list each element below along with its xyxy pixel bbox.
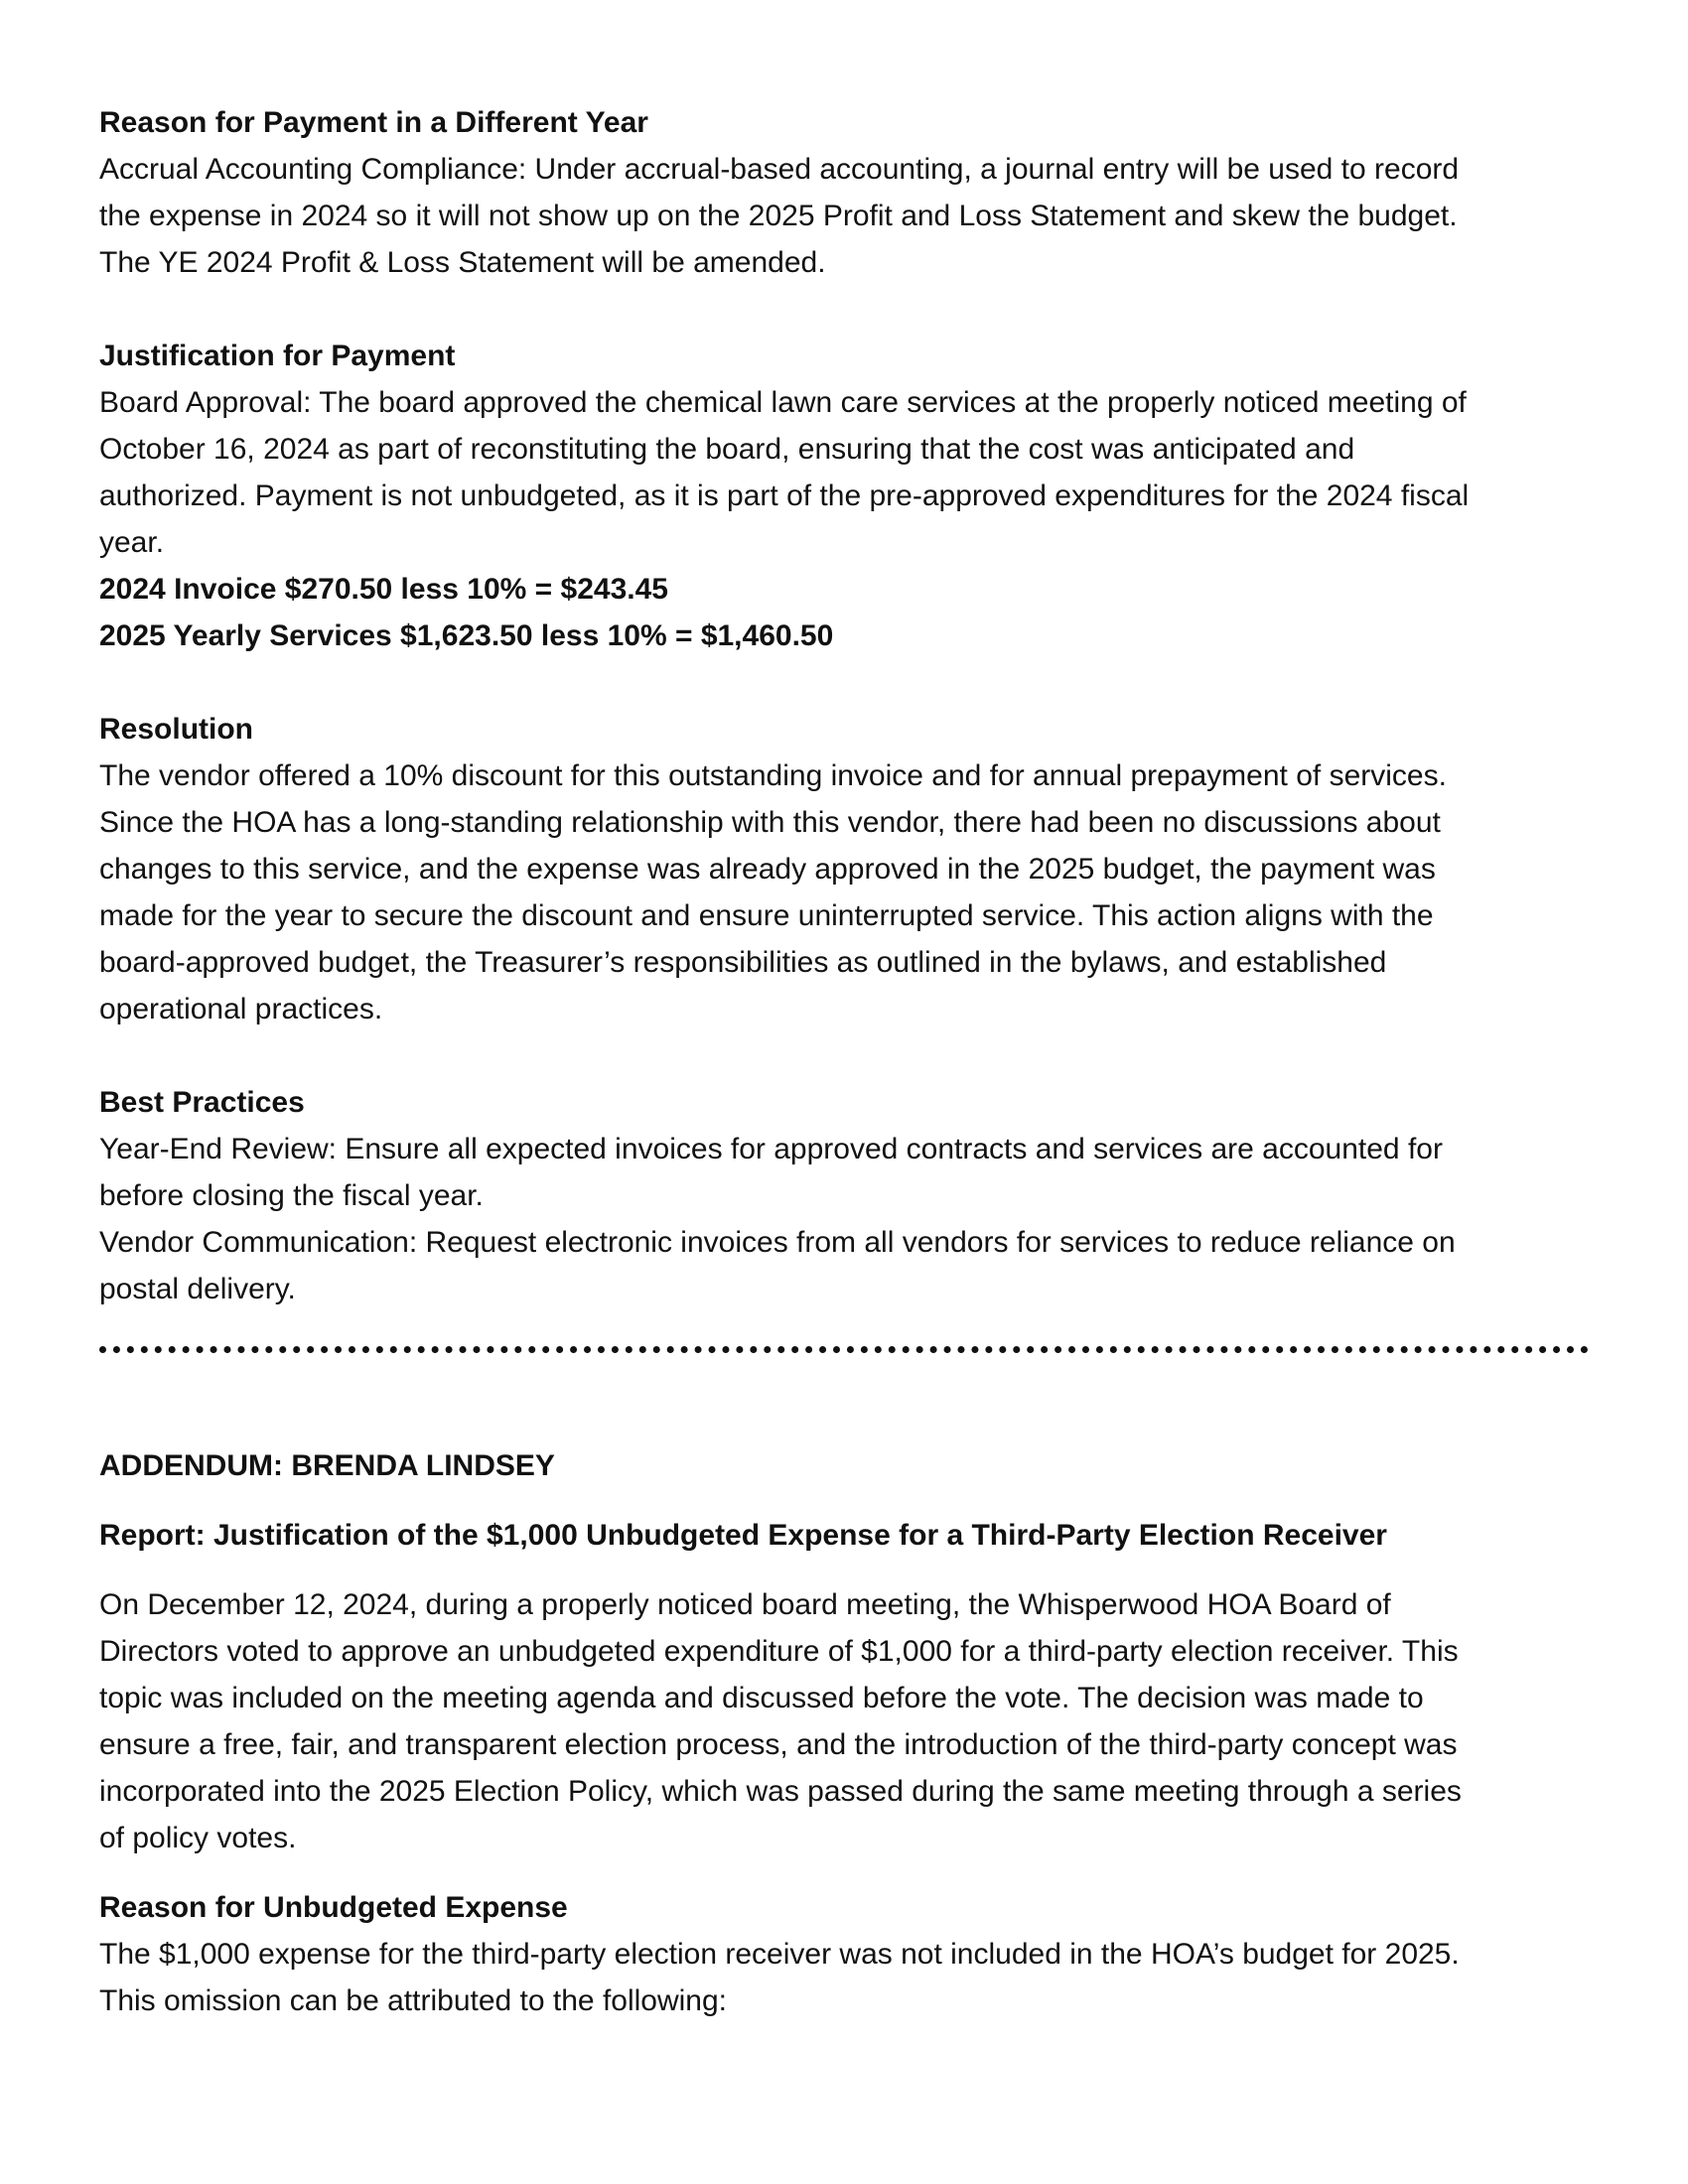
section-heading: Resolution bbox=[99, 713, 253, 746]
paragraph-line: topic was included on the meeting agenda and discussed before the vote. The decision was made to bbox=[99, 1682, 1424, 1714]
paragraph-line: On December 12, 2024, during a properly noticed board meeting, the Whisperwood HOA Board of bbox=[99, 1588, 1391, 1621]
section-heading: Best Practices bbox=[99, 1086, 305, 1119]
dotted-divider bbox=[99, 1346, 1589, 1353]
paragraph-line: The vendor offered a 10% discount for this outstanding invoice and for annual prepayment of services. bbox=[99, 759, 1447, 792]
section-justification-for-payment bbox=[99, 333, 1589, 659]
spacer bbox=[99, 1032, 1589, 1079]
section-heading: Reason for Unbudgeted Expense bbox=[99, 1891, 568, 1924]
paragraph-line: changes to this service, and the expense was already approved in the 2025 budget, the payment was bbox=[99, 853, 1436, 886]
addendum-reason-section bbox=[99, 1884, 1589, 2024]
paragraph-line: made for the year to secure the discount and ensure uninterrupted service. This action aligns with the bbox=[99, 899, 1434, 932]
report-title: Report: Justification of the $1,000 Unbudgeted Expense for a Third-Party Election Receiver bbox=[99, 1519, 1387, 1552]
paragraph-line: operational practices. bbox=[99, 993, 383, 1025]
section-resolution bbox=[99, 706, 1589, 1032]
invoice-2024-line: 2024 Invoice $270.50 less 10% = $243.45 bbox=[99, 573, 668, 606]
spacer bbox=[99, 286, 1589, 333]
paragraph-line: incorporated into the 2025 Election Policy, which was passed during the same meeting through a series bbox=[99, 1775, 1462, 1808]
paragraph-line: the expense in 2024 so it will not show up on the 2025 Profit and Loss Statement and skew the budget. bbox=[99, 200, 1458, 232]
paragraph-line: Accrual Accounting Compliance: Under accrual-based accounting, a journal entry will be used to record bbox=[99, 153, 1460, 186]
addendum-section bbox=[99, 1442, 1589, 2024]
paragraph-line: year. bbox=[99, 526, 165, 559]
section-heading: Justification for Payment bbox=[99, 340, 456, 372]
paragraph-line: The $1,000 expense for the third-party election receiver was not included in the HOA’s budget for 2025. bbox=[99, 1938, 1460, 1971]
paragraph-line: Vendor Communication: Request electronic invoices from all vendors for services to reduce reliance on bbox=[99, 1226, 1456, 1259]
addendum-intro-paragraph bbox=[99, 1581, 1589, 1861]
paragraph-line: Board Approval: The board approved the chemical lawn care services at the properly noticed meeting of bbox=[99, 386, 1467, 419]
paragraph-line: authorized. Payment is not unbudgeted, as it is part of the pre-approved expenditures for the 2024 fiscal bbox=[99, 479, 1470, 512]
section-heading: Reason for Payment in a Different Year bbox=[99, 106, 648, 139]
paragraph-line: Year-End Review: Ensure all expected invoices for approved contracts and services are accounted for bbox=[99, 1133, 1443, 1165]
paragraph-line: Directors voted to approve an unbudgeted expenditure of $1,000 for a third-party election receiver. This bbox=[99, 1635, 1459, 1668]
paragraph-line: of policy votes. bbox=[99, 1822, 297, 1854]
services-2025-line: 2025 Yearly Services $1,623.50 less 10% = $1,460.50 bbox=[99, 619, 834, 652]
document-page bbox=[99, 99, 1589, 2024]
section-best-practices bbox=[99, 1079, 1589, 1312]
paragraph-line: The YE 2024 Profit & Loss Statement will be amended. bbox=[99, 246, 826, 279]
paragraph-line: before closing the fiscal year. bbox=[99, 1179, 484, 1212]
paragraph-line: October 16, 2024 as part of reconstituting the board, ensuring that the cost was anticipated and bbox=[99, 433, 1355, 466]
spacer bbox=[99, 1861, 1589, 1884]
paragraph-line: board-approved budget, the Treasurer’s responsibilities as outlined in the bylaws, and established bbox=[99, 946, 1387, 979]
paragraph-line: postal delivery. bbox=[99, 1273, 296, 1305]
addendum-title: ADDENDUM: BRENDA LINDSEY bbox=[99, 1449, 555, 1482]
paragraph-line: This omission can be attributed to the following: bbox=[99, 1984, 728, 2017]
paragraph-line: ensure a free, fair, and transparent election process, and the introduction of the third-party concept was bbox=[99, 1728, 1458, 1761]
paragraph-line: Since the HOA has a long-standing relationship with this vendor, there had been no discussions about bbox=[99, 806, 1441, 839]
spacer bbox=[99, 659, 1589, 706]
section-payment-different-year bbox=[99, 99, 1589, 286]
